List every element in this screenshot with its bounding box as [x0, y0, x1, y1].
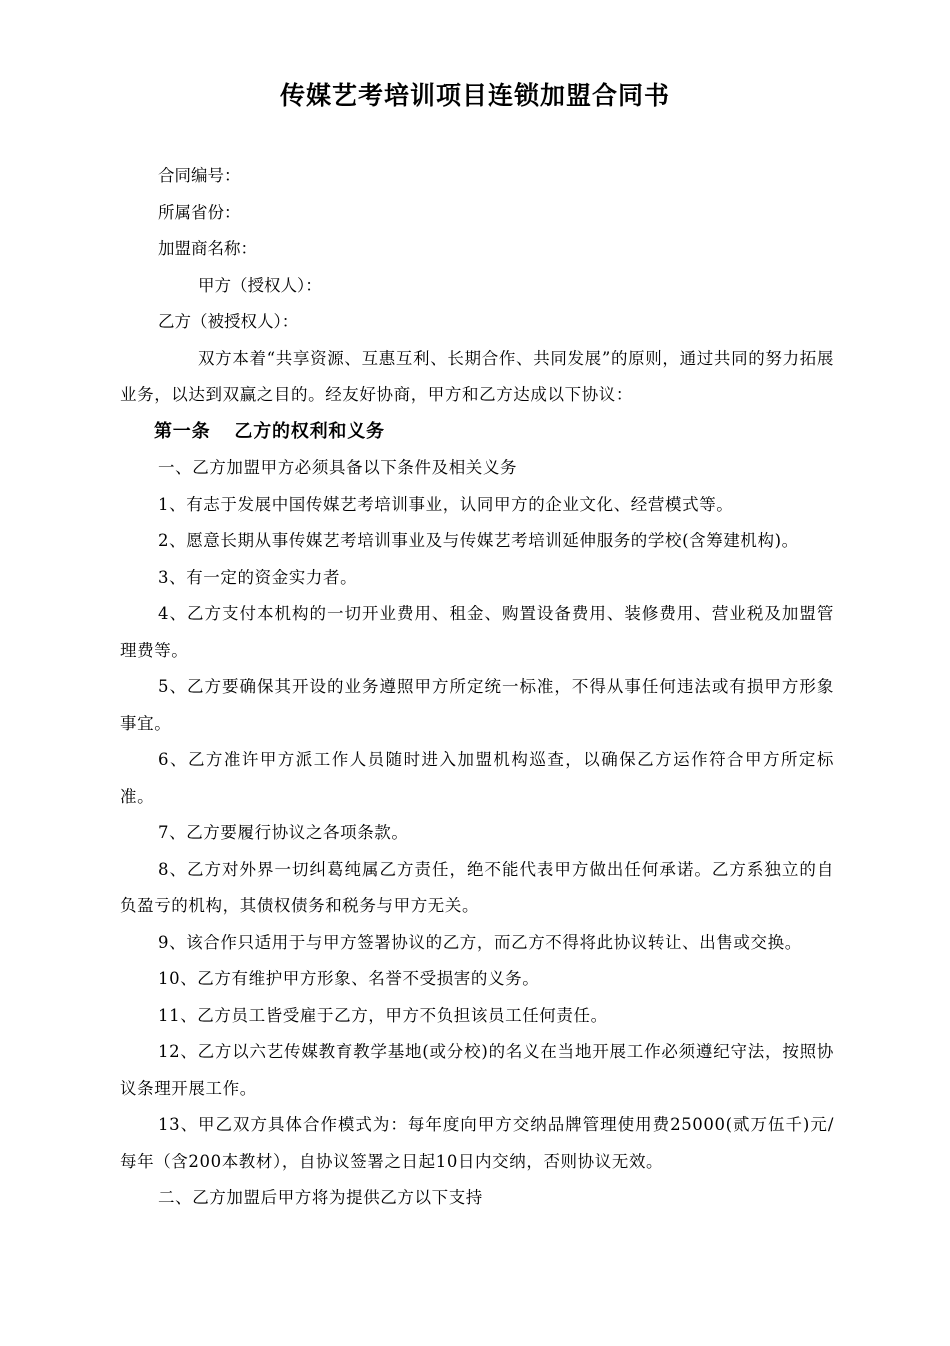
- clause-item: 6、乙方准许甲方派工作人员随时进入加盟机构巡查，以确保乙方运作符合甲方所定标准。: [120, 750, 834, 806]
- party-b-field: 乙方（被授权人）：: [158, 312, 299, 331]
- clause-item: 8、乙方对外界一切纠葛纯属乙方责任，绝不能代表甲方做出任何承诺。乙方系独立的自负盈亏的机构，其债权债务和税务与甲方无关。: [120, 859, 834, 915]
- clause-item: 5、乙方要确保其开设的业务遵照甲方所定统一标准，不得从事任何违法或有损甲方形象事宜。: [120, 677, 834, 733]
- preamble-paragraph: 双方本着“共享资源、互惠互利、长期合作、共同发展”的原则，通过共同的努力拓展业务，以达到双赢之目的。经友好协商，甲方和乙方达成以下协议：: [120, 348, 834, 404]
- clause-item: 12、乙方以六艺传媒教育教学基地(或分校)的名义在当地开展工作必须遵纪守法，按照协议条理开展工作。: [120, 1042, 834, 1098]
- clause-item: 4、乙方支付本机构的一切开业费用、租金、购置设备费用、装修费用、营业税及加盟管理费等。: [120, 604, 834, 660]
- document-body: [120, 158, 834, 1217]
- article-1-heading: [120, 414, 834, 451]
- article-1-title: 乙方的权利和义务: [234, 420, 385, 442]
- clause-item: 10、乙方有维护甲方形象、名誉不受损害的义务。: [158, 969, 540, 988]
- contract-number-field: 合同编号：: [158, 166, 241, 185]
- franchisee-name-field: 加盟商名称：: [158, 239, 257, 258]
- clause-item: 11、乙方员工皆受雇于乙方，甲方不负担该员工任何责任。: [158, 1005, 608, 1025]
- clause-item: 13、甲乙双方具体合作模式为：每年度向甲方交纳品牌管理使用费25000(贰万伍千)元/每年（含200本教材），自协议签署之日起10日内交纳，否则协议无效。: [120, 1115, 834, 1171]
- clause-item: 7、乙方要履行协议之各项条款。: [158, 823, 409, 842]
- clause-item: 2、愿意长期从事传媒艺考培训事业及与传媒艺考培训延伸服务的学校(含筹建机构)。: [158, 531, 799, 550]
- party-a-field: 甲方（授权人）：: [198, 275, 322, 295]
- clause-item: 1、有志于发展中国传媒艺考培训事业，认同甲方的企业文化、经营模式等。: [158, 494, 734, 514]
- section-1-heading: 一、乙方加盟甲方必须具备以下条件及相关义务: [158, 458, 518, 477]
- article-1-number: 第一条: [154, 420, 211, 442]
- clause-item: 3、有一定的资金实力者。: [158, 567, 358, 587]
- document-title: 传媒艺考培训项目连锁加盟合同书: [279, 81, 670, 110]
- clause-item: 9、该合作只适用于与甲方签署协议的乙方，而乙方不得将此协议转让、出售或交换。: [158, 932, 802, 952]
- province-field: 所属省份：: [158, 202, 241, 222]
- section-2-heading: 二、乙方加盟后甲方将为提供乙方以下支持: [158, 1188, 483, 1207]
